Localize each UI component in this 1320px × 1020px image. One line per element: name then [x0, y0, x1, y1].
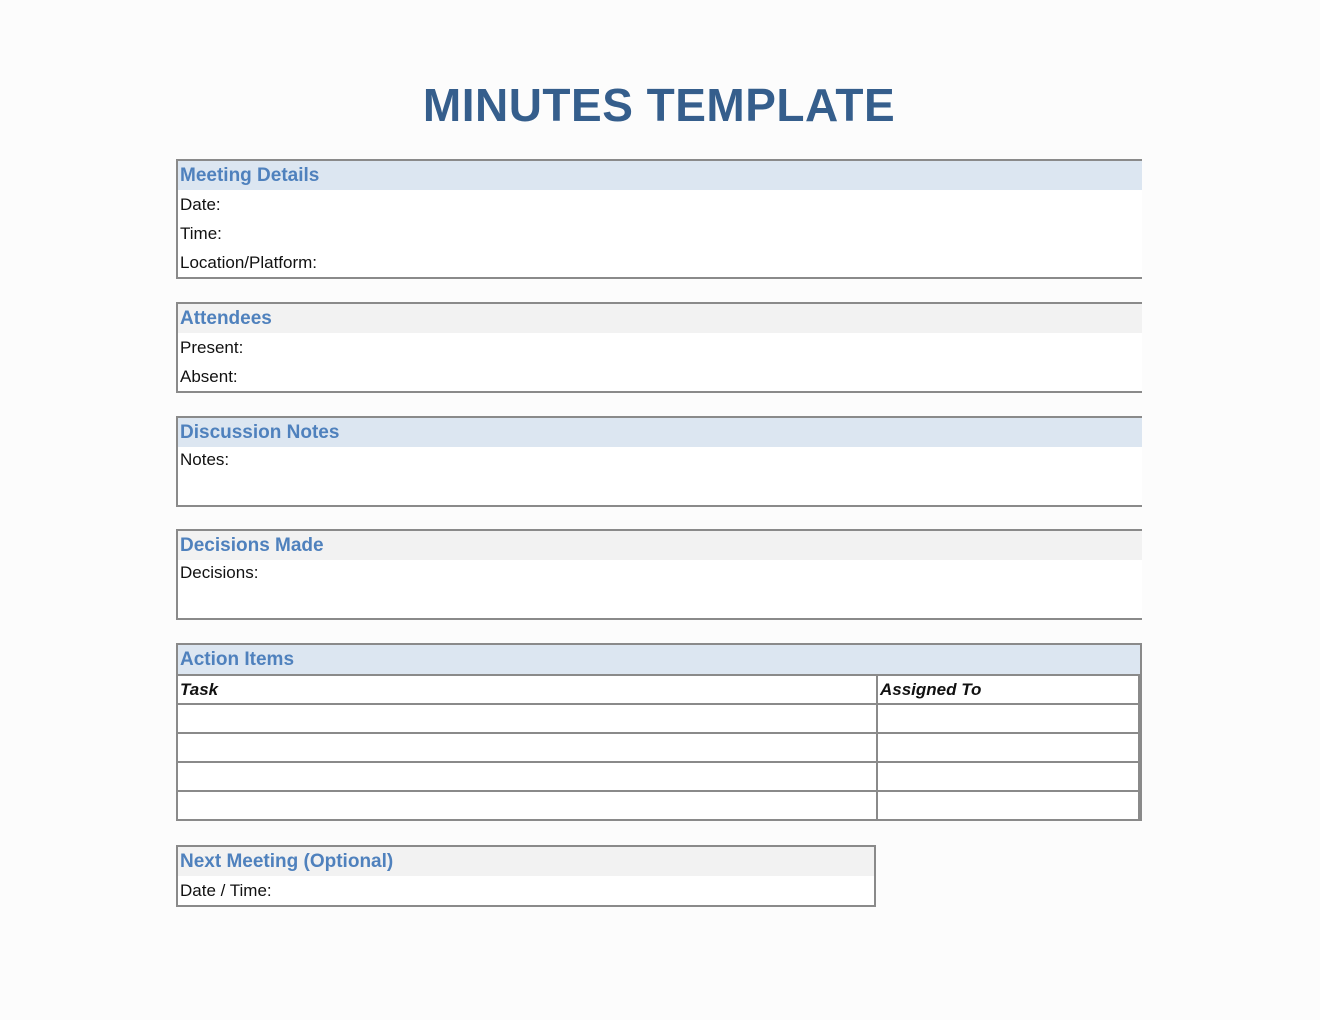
assigned-to-cell[interactable]	[877, 762, 1139, 791]
location-field[interactable]: Location/Platform:	[178, 248, 1142, 277]
meeting-details-section	[176, 159, 1142, 279]
attendees-section	[176, 302, 1142, 393]
present-field[interactable]: Present:	[178, 333, 1142, 362]
next-meeting-datetime-field[interactable]: Date / Time:	[178, 876, 874, 905]
date-field[interactable]: Date:	[178, 190, 1142, 219]
notes-field[interactable]: Notes:	[178, 447, 1142, 505]
assigned-to-cell[interactable]	[877, 791, 1139, 819]
absent-field[interactable]: Absent:	[178, 362, 1142, 391]
decisions-section	[176, 529, 1142, 620]
assigned-to-cell[interactable]	[877, 704, 1139, 733]
task-column-header: Task	[178, 675, 877, 704]
task-cell[interactable]	[178, 704, 877, 733]
next-meeting-section	[176, 845, 876, 907]
discussion-section	[176, 416, 1142, 507]
table-header-row	[178, 675, 1139, 704]
page-title: MINUTES TEMPLATE	[422, 79, 896, 131]
action-items-header: Action Items	[178, 645, 1140, 674]
table-row	[178, 762, 1139, 791]
attendees-header: Attendees	[178, 304, 1142, 333]
table-row	[178, 704, 1139, 733]
next-meeting-header: Next Meeting (Optional)	[178, 847, 874, 876]
task-cell[interactable]	[178, 762, 877, 791]
assigned-to-column-header: Assigned To	[877, 675, 1139, 704]
task-cell[interactable]	[178, 791, 877, 819]
time-field[interactable]: Time:	[178, 219, 1142, 248]
table-row	[178, 791, 1139, 819]
decisions-field[interactable]: Decisions:	[178, 560, 1142, 618]
assigned-to-cell[interactable]	[877, 733, 1139, 762]
table-row	[178, 733, 1139, 762]
title-container	[176, 78, 1142, 131]
decisions-header: Decisions Made	[178, 531, 1142, 560]
action-items-section	[176, 643, 1142, 821]
discussion-header: Discussion Notes	[178, 418, 1142, 447]
action-items-table	[178, 674, 1140, 819]
meeting-details-header: Meeting Details	[178, 161, 1142, 190]
task-cell[interactable]	[178, 733, 877, 762]
